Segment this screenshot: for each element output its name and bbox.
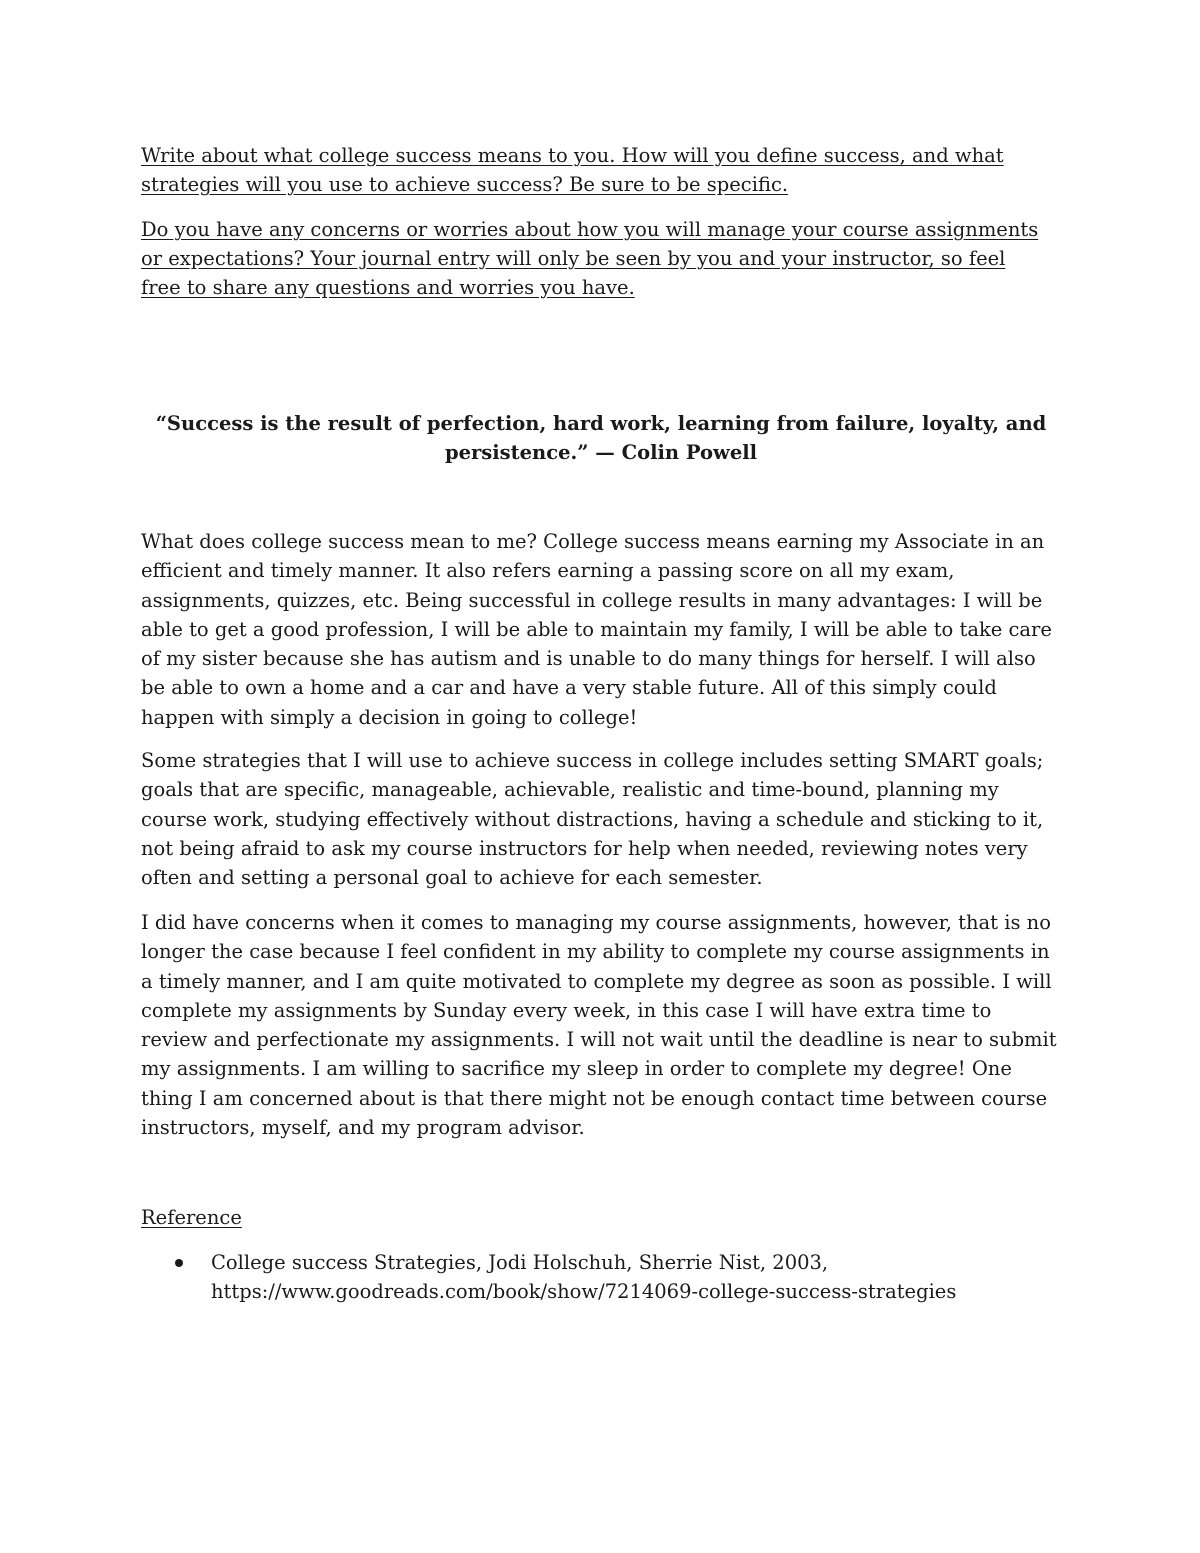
body-paragraph-1: What does college success mean to me? College success means earning my Associate in an efficient and timely manner. It also refers earning a passing score on all my exam, assignments, quizzes, etc. Being successful in college results in many advantages: I will be able to get a good profession, I will be able to maintain my family, I will be able to take care of my sister because she has autism and is unable to do many things for herself. I will also be able to own a home and a car and have a very stable future. All of this simply could happen with simply a decision in going to college! xyxy=(141,530,1052,729)
prompt-question-2: Do you have any concerns or worries about how you will manage your course assignments or expectations? Your journal entry will only be seen by you and your instructor, so feel free to share any questions and worries you have. xyxy=(141,218,1039,299)
reference-url: https://www.goodreads.com/book/show/7214069-college-success-strategies xyxy=(211,1280,957,1303)
quote-text: “Success is the result of perfection, hard work, learning from failure, loyalty, and persistence.” xyxy=(155,412,1047,464)
quote-author: — Colin Powell xyxy=(588,441,758,464)
body-paragraph-3: I did have concerns when it comes to managing my course assignments, however, that is no longer the case because I feel confident in my ability to complete my course assignments in a timely manner, and I am quite motivated to complete my degree as soon as possible. I will complete my assignments by Sunday every week, in this case I will have extra time to review and perfectionate my assignments. I will not wait until the deadline is near to submit my assignments. I am willing to sacrifice my sleep in order to complete my degree! One thing I am concerned about is that there might not be enough contact time between course instructors, myself, and my program advisor. xyxy=(141,911,1057,1140)
bullet-icon xyxy=(175,1259,183,1267)
reference-heading: Reference xyxy=(141,1206,242,1229)
body-paragraph-2: Some strategies that I will use to achieve success in college includes setting SMART goals; goals that are specific, manageable, achievable, realistic and time-bound, planning my course work, studying effectively without distractions, having a schedule and sticking to it, not being afraid to ask my course instructors for help when needed, reviewing notes very often and setting a personal goal to achieve for each semester. xyxy=(141,749,1044,890)
reference-item xyxy=(141,1248,1041,1306)
reference-citation: College success Strategies, Jodi Holschuh, Sherrie Nist, 2003, xyxy=(211,1251,829,1274)
epigraph-quote xyxy=(141,409,1061,467)
prompt-question-1: Write about what college success means to you. How will you define success, and what strategies will you use to achieve success? Be sure to be specific. xyxy=(141,144,1004,196)
reference-list xyxy=(141,1248,1041,1306)
